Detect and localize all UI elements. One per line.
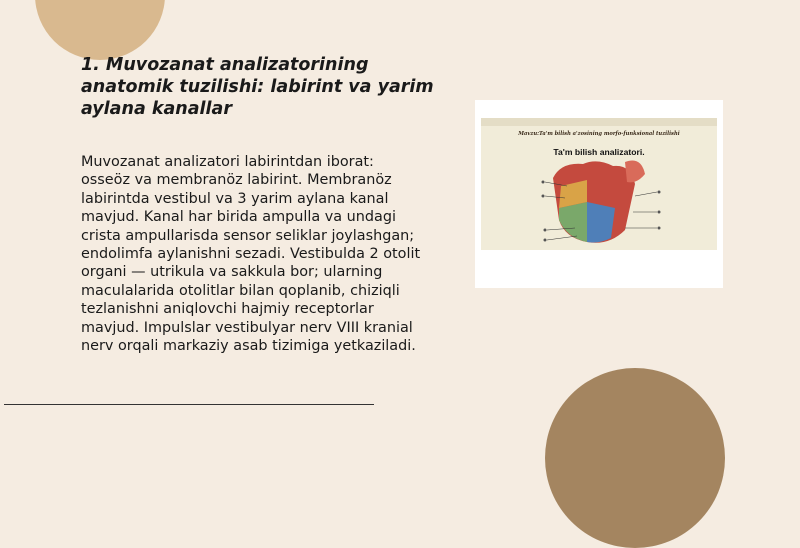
tongue-diagram-image — [475, 100, 723, 288]
diagram-header-text: Mavzu:Ta'm bilish a'zosining morfo-funksional tuzilishi — [518, 131, 680, 137]
decorative-circle-top — [35, 0, 165, 60]
diagram-title-text: Ta'm bilish analizatori. — [553, 147, 645, 157]
decorative-circle-bottom — [545, 368, 725, 548]
label-dot — [542, 195, 545, 198]
label-dot — [544, 239, 547, 242]
diagram-header-band — [481, 118, 717, 126]
label-dot — [658, 191, 661, 194]
label-dot — [542, 181, 545, 184]
label-dot — [658, 211, 661, 214]
slide-body-text: Muvozanat analizatori labirintdan iborat: osseöz va membranöz labirint. Membranöz labirintda vestibul va 3 yarim aylana kanal mavjud. Kanal har birida ampulla va undagi crista ampullarisda sensor seliklar joylashgan; endolimfa aylanishni sezadi. Vestibulda 2 otolit organi — utrikula va sakkula bor; ularning maculalarida otolitlar bilan qoplanib, chiziqli tezlanishni aniqlovchi hajmiy receptorlar mavjud. Impulslar vestibulyar nerv VIII kranial nerv orqali markaziy asab tizimiga yetkaziladi. — [81, 154, 421, 355]
divider-line — [4, 404, 374, 405]
slide-title: 1. Muvozanat analizatorining anatomik tuzilishi: labirint va yarim aylana kanallar — [81, 55, 434, 119]
label-dot — [544, 229, 547, 232]
tongue-zone-blue — [587, 202, 615, 243]
tongue-diagram — [475, 100, 723, 288]
label-dot — [658, 227, 661, 230]
